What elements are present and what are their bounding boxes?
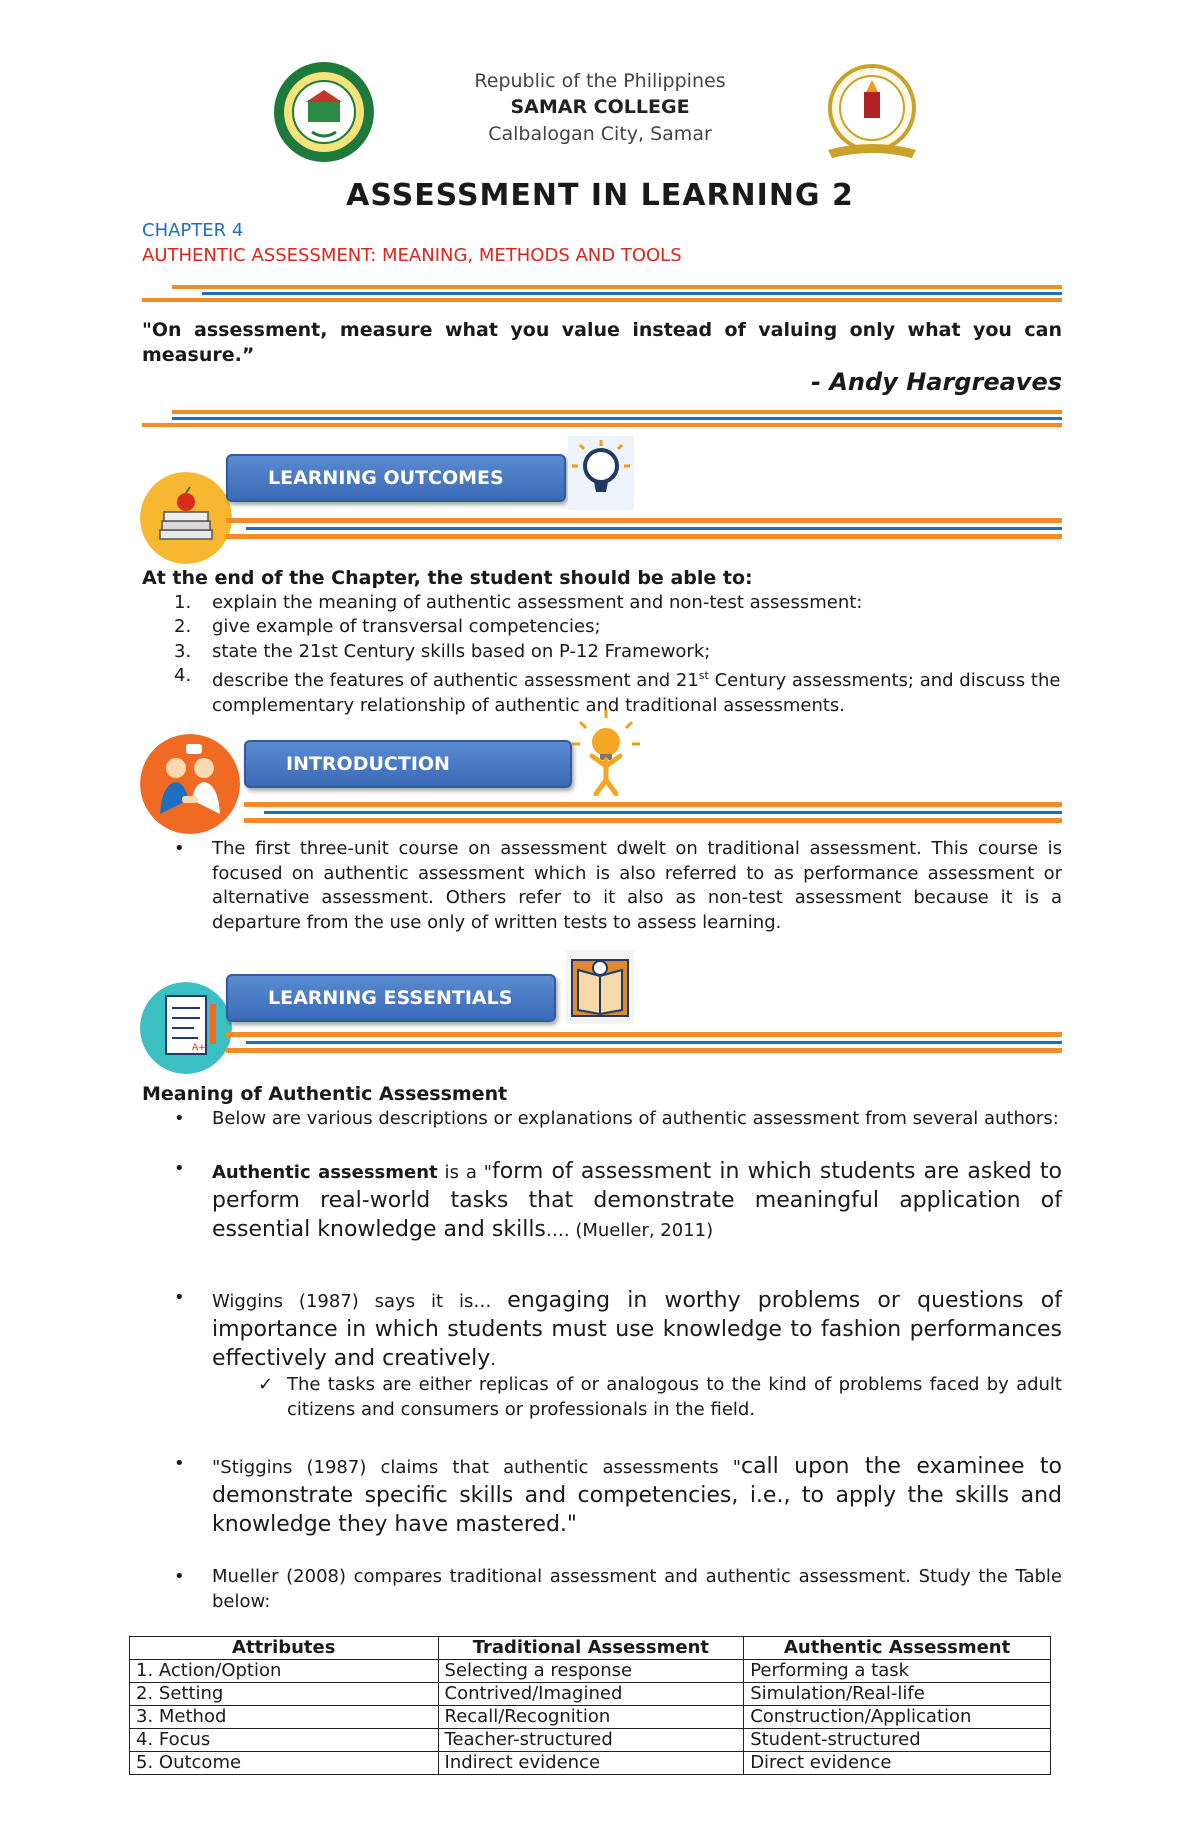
table-cell: Student-structured [744,1729,1051,1752]
outcomes-list [142,591,1062,719]
introduction-banner: INTRODUCTION [244,740,572,788]
lightbulb-person-icon [566,708,646,796]
quote-author: - Andy Hargreaves [811,368,1062,396]
item-text-cont: Century assessments; and discuss the complementary relationship of authentic and traditional assessments. [212,670,1061,716]
divider [226,1030,1062,1060]
table-row [130,1660,1051,1683]
header-city: Calbalogan City, Samar [488,123,712,145]
table-header-row [130,1637,1051,1660]
table-cell: Indirect evidence [438,1752,744,1775]
table-cell: Direct evidence [744,1752,1051,1775]
document-checklist-icon [140,982,232,1074]
table-row [130,1752,1051,1775]
list-item [142,591,1062,616]
chapter-title: AUTHENTIC ASSESSMENT: MEANING, METHODS AND TOOLS [142,245,682,266]
list-item [142,615,1062,640]
text: . [490,1349,496,1370]
item-number: 1. [174,591,192,613]
list-item [142,1286,1062,1373]
item-number: 2. [174,616,192,637]
page-title: ASSESSMENT IN LEARNING 2 [346,178,854,213]
check-item [142,1373,1062,1422]
list-item [142,640,1062,665]
table-row [130,1729,1051,1752]
text: Wiggins (1987) says it is… [212,1291,508,1312]
table-cell: 4. Focus [130,1729,439,1752]
list-item: • The first three-unit course on assessment dwelt on traditional assessment. This course is focused on authentic assessment which is also referred to as performance assessment or alternative assessment. Others refer to it also as non-test assessment because it is a departure from the use only of written tests to assess learning. [142,837,1062,935]
college-of-education-seal [818,58,926,166]
svg-text:A+: A+ [192,1043,206,1053]
check-icon: ✓ [258,1374,274,1395]
comparison-table [129,1636,1051,1775]
outcomes-intro: At the end of the Chapter, the student should be able to: [142,567,753,589]
table-cell: Construction/Application [744,1706,1051,1729]
header-college: SAMAR COLLEGE [510,96,690,118]
citation: …. (Mueller, 2011) [545,1220,714,1241]
table-cell: Teacher-structured [438,1729,744,1752]
item-number: 3. [174,640,192,662]
check-text: The tasks are either replicas of or analogous to the kind of problems faced by adult citizens and consumers or professionals in the field. [287,1374,1062,1420]
essentials-list [142,1107,1062,1374]
divider [226,516,1062,546]
learning-essentials-banner: LEARNING ESSENTIALS [226,974,556,1022]
table-cell: 5. Outcome [130,1752,439,1775]
essentials-heading: Meaning of Authentic Assessment [142,1083,508,1105]
introduction-section [142,837,1062,935]
learning-essentials-section [142,1082,1062,1614]
item-text: state the 21st Century skills based on P-12 Framework; [212,640,711,662]
column-header: Attributes [130,1637,439,1660]
essentials-list-2 [142,1452,1062,1614]
book-lightbulb-icon [566,950,634,1024]
table-row [130,1706,1051,1729]
header-republic: Republic of the Philippines [474,70,726,92]
samar-college-seal [272,60,376,164]
table-cell: Selecting a response [438,1660,744,1683]
divider [142,408,1062,430]
lightbulb-head-icon [568,436,634,510]
text: "Stiggins (1987) claims that authentic assessments " [212,1457,741,1478]
text: is a " [437,1162,493,1183]
table-cell: Simulation/Real-life [744,1683,1051,1706]
learning-outcomes-section [142,566,1062,718]
item-text: explain the meaning of authentic assessment and non-test assessment: [212,591,863,613]
books-apple-icon [140,472,232,564]
table-row [130,1683,1051,1706]
list-item: • Mueller (2008) compares traditional assessment and authentic assessment. Study the Table below: [142,1565,1062,1614]
table-cell: Recall/Recognition [438,1706,744,1729]
quote-text: "On assessment, measure what you value instead of valuing only what you can measure.” [142,319,1062,366]
superscript: st [698,669,709,682]
table-cell: Contrived/Imagined [438,1683,744,1706]
divider [244,800,1062,830]
chapter-label: CHAPTER 4 [142,220,244,241]
definition: call upon the examinee to demonstrate specific skills and competencies, i.e., to apply the skills and knowledge they have mastered." [212,1454,1063,1537]
table-cell: 3. Method [130,1706,439,1729]
list-item [142,1157,1062,1244]
table-cell: Performing a task [744,1660,1051,1683]
handshake-people-icon [140,734,240,834]
column-header: Traditional Assessment [438,1637,744,1660]
learning-outcomes-banner: LEARNING OUTCOMES [226,454,566,502]
item-number: 4. [174,665,192,686]
list-item [142,1452,1062,1539]
definition: form of assessment in which students are asked to perform real-world tasks that demonstrate meaningful application of essential knowledge and skills [212,1159,1062,1242]
introduction-list [142,837,1062,935]
term: Authentic assessment [212,1162,438,1183]
table-cell: 2. Setting [130,1683,439,1706]
definition: engaging in worthy problems or questions of importance in which students must use knowledge to fashion performances effectively and creatively [212,1288,1062,1371]
item-text: give example of transversal competencies; [212,616,601,637]
column-header: Authentic Assessment [744,1637,1051,1660]
item-text: describe the features of authentic assessment and 21 [212,670,699,691]
table-cell: 1. Action/Option [130,1660,439,1683]
list-item: • Below are various descriptions or explanations of authentic assessment from several authors: [142,1107,1062,1132]
divider [142,283,1062,307]
